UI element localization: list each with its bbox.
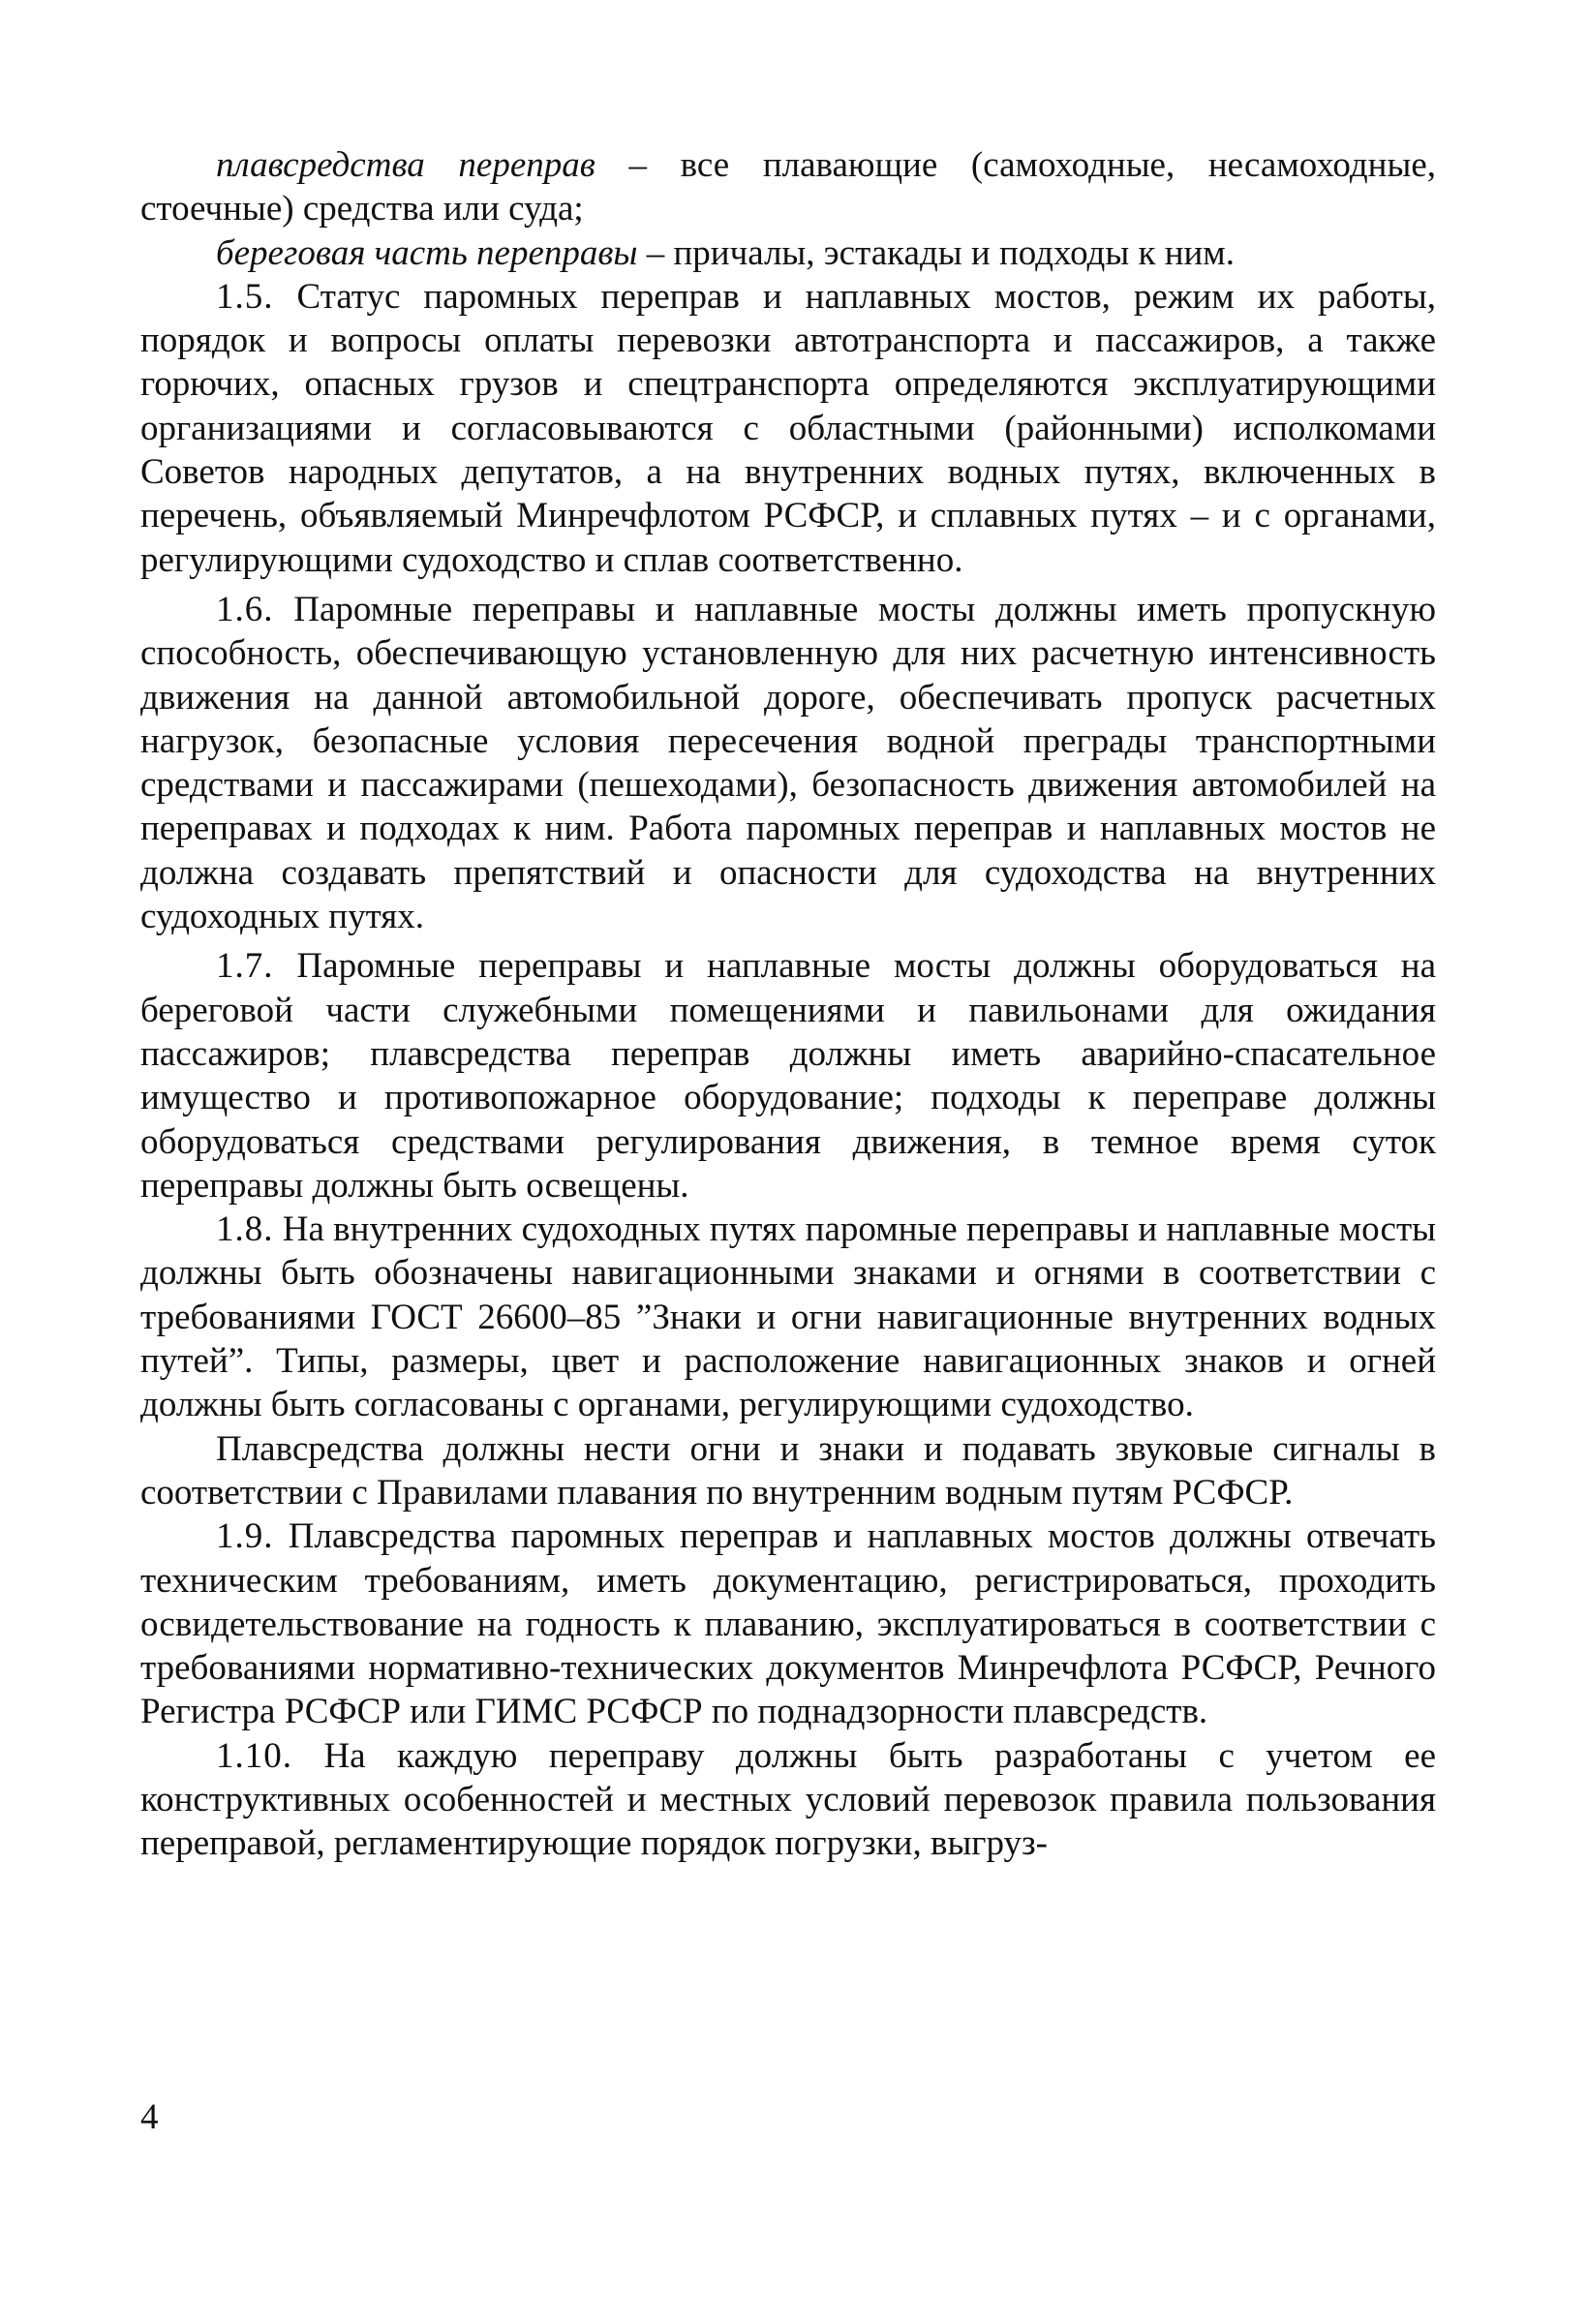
definition-paragraph	[140, 231, 1436, 275]
definition-term: плавсредства переправ	[216, 145, 595, 185]
section-number: 1.6.	[216, 589, 274, 629]
section-text: Плавсредства должны нести огни и знаки и подавать звуковые сигналы в соответствии с Правилами плавания по внутренним водным путям РСФСР.	[140, 1428, 1436, 1513]
section-paragraph	[140, 1427, 1436, 1515]
definition-term: береговая часть переправы	[216, 232, 638, 273]
section-number: 1.10.	[216, 1735, 292, 1776]
section-number: 1.8.	[216, 1209, 274, 1250]
section-paragraph	[140, 1734, 1436, 1866]
section-text: На внутренних судоходных путях паромные переправы и наплавные мосты должны быть обозначены навигационными знаками и огнями в соответствии с требованиями ГОСТ 26600–85 ”Знаки и огни навигационные внутренних водных путей”. Типы, размеры, цвет и расположение навигационных знаков и огней должны быть согласованы с органами, регулирующими судоходство.	[140, 1209, 1437, 1425]
definition-paragraph	[140, 143, 1436, 231]
page-body	[140, 143, 1436, 1866]
section-number: 1.5.	[216, 276, 274, 317]
section-text: Паромные переправы и наплавные мосты должны иметь пропускную способность, обеспечивающую установленную для них расчетную интенсивность движения на данной автомобильной дороге, обеспечивать пропуск расчетных нагрузок, безопасные условия пересечения водной преграды транспортными средствами и пассажирами (пешеходами), безопасность движения автомобилей на переправах и подходах к ним. Работа паромных переправ и наплавных мостов не должна создавать препятствий и опасности для судоходства на внутренних судоходных путях.	[140, 589, 1437, 937]
section-paragraph	[140, 275, 1436, 582]
section-number: 1.7.	[216, 946, 274, 987]
section-number: 1.9.	[216, 1516, 274, 1557]
section-text: Плавсредства паромных переправ и наплавных мостов должны отвечать техническим требованиям, иметь документацию, регистрироваться, проходить освидетельствование на годность к плаванию, эксплуатироваться в соответствии с требованиями нормативно-технических документов Минречфлота РСФСР, Речного Регистра РСФСР или ГИМС РСФСР по поднадзорности плавсредств.	[140, 1516, 1437, 1732]
page-number: 4	[140, 2097, 159, 2137]
section-paragraph	[140, 588, 1436, 938]
definition-text: – причалы, эстакады и подходы к ним.	[637, 232, 1235, 273]
section-text: Статус паромных переправ и наплавных мостов, режим их работы, порядок и вопросы оплаты перевозки автотранспорта и пассажиров, а также горючих, опасных грузов и спецтранспорта определяются эксплуатирующими организациями и согласовываются с областными (районными) исполкомами Советов народных депутатов, а на внутренних водных путях, включенных в перечень, объявляемый Минречфлотом РСФСР, и сплавных путях – и с органами, регулирующими судоходство и сплав соответственно.	[140, 276, 1436, 580]
section-paragraph	[140, 1514, 1436, 1733]
section-paragraph	[140, 944, 1436, 1208]
section-paragraph	[140, 1208, 1436, 1426]
definition-text: – все плавающие (самоходные, несамоходные, стоечные) средства или суда;	[140, 145, 1436, 229]
section-text: Паромные переправы и наплавные мосты должны оборудоваться на береговой части служебными помещениями и павильонами для ожидания пассажиров; плавсредства переправ должны иметь аварийно-спасательное имущество и противопожарное оборудование; подходы к переправе должны оборудоваться средствами регулирования движения, в темное время суток переправы должны быть освещены.	[140, 946, 1437, 1206]
section-text: На каждую переправу должны быть разработаны с учетом ее конструктивных особенностей и местных условий перевозок правила пользования переправой, регламентирующие порядок погрузки, выгруз-	[140, 1735, 1437, 1864]
